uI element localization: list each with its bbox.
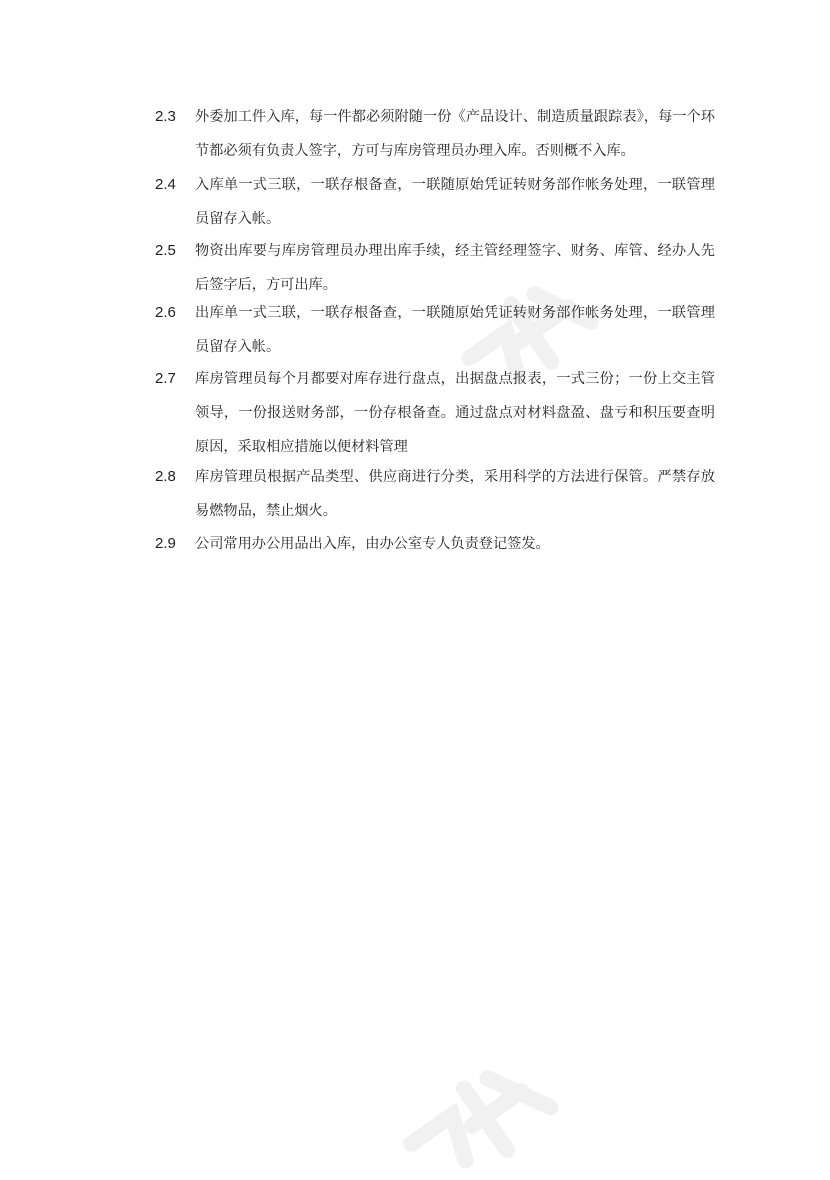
list-item	[155, 296, 715, 364]
item-text: 库房管理员每个月都要对库存进行盘点，出据盘点报表，一式三份；一份上交主管领导，一份报送财务部，一份存根备查。通过盘点对材料盘盈、盘亏和积压要查明原因，采取相应措施以便材料管理	[195, 371, 715, 455]
list-item	[155, 527, 715, 561]
item-text: 入库单一式三联，一联存根备查，一联随原始凭证转财务部作帐务处理，一联管理员留存入帐。	[195, 177, 715, 227]
item-text: 库房管理员根据产品类型、供应商进行分类，采用科学的方法进行保管。严禁存放易燃物品，禁止烟火。	[195, 469, 715, 519]
item-text: 物资出库要与库房管理员办理出库手续，经主管经理签字、财务、库管、经办人先后签字后，方可出库。	[195, 243, 715, 293]
item-number: 2.4	[155, 176, 176, 193]
item-number: 2.9	[155, 535, 176, 552]
item-number: 2.8	[155, 468, 176, 485]
list-item	[155, 100, 715, 168]
list-item	[155, 362, 715, 464]
item-text: 外委加工件入库，每一件都必须附随一份《产品设计、制造质量跟踪表》，每一个环节都必须有负责人签字，方可与库房管理员办理入库。否则概不入库。	[195, 109, 715, 159]
list-item	[155, 168, 715, 236]
list-item	[155, 460, 715, 528]
item-number: 2.5	[155, 242, 176, 259]
item-number: 2.6	[155, 304, 176, 321]
list-item	[155, 234, 715, 302]
item-number: 2.7	[155, 370, 176, 387]
item-text: 公司常用办公用品出入库，由办公室专人负责登记签发。	[195, 536, 550, 552]
item-text: 出库单一式三联，一联存根备查，一联随原始凭证转财务部作帐务处理，一联管理员留存入帐。	[195, 305, 715, 355]
watermark-mark	[380, 1060, 580, 1180]
item-number: 2.3	[155, 108, 176, 125]
